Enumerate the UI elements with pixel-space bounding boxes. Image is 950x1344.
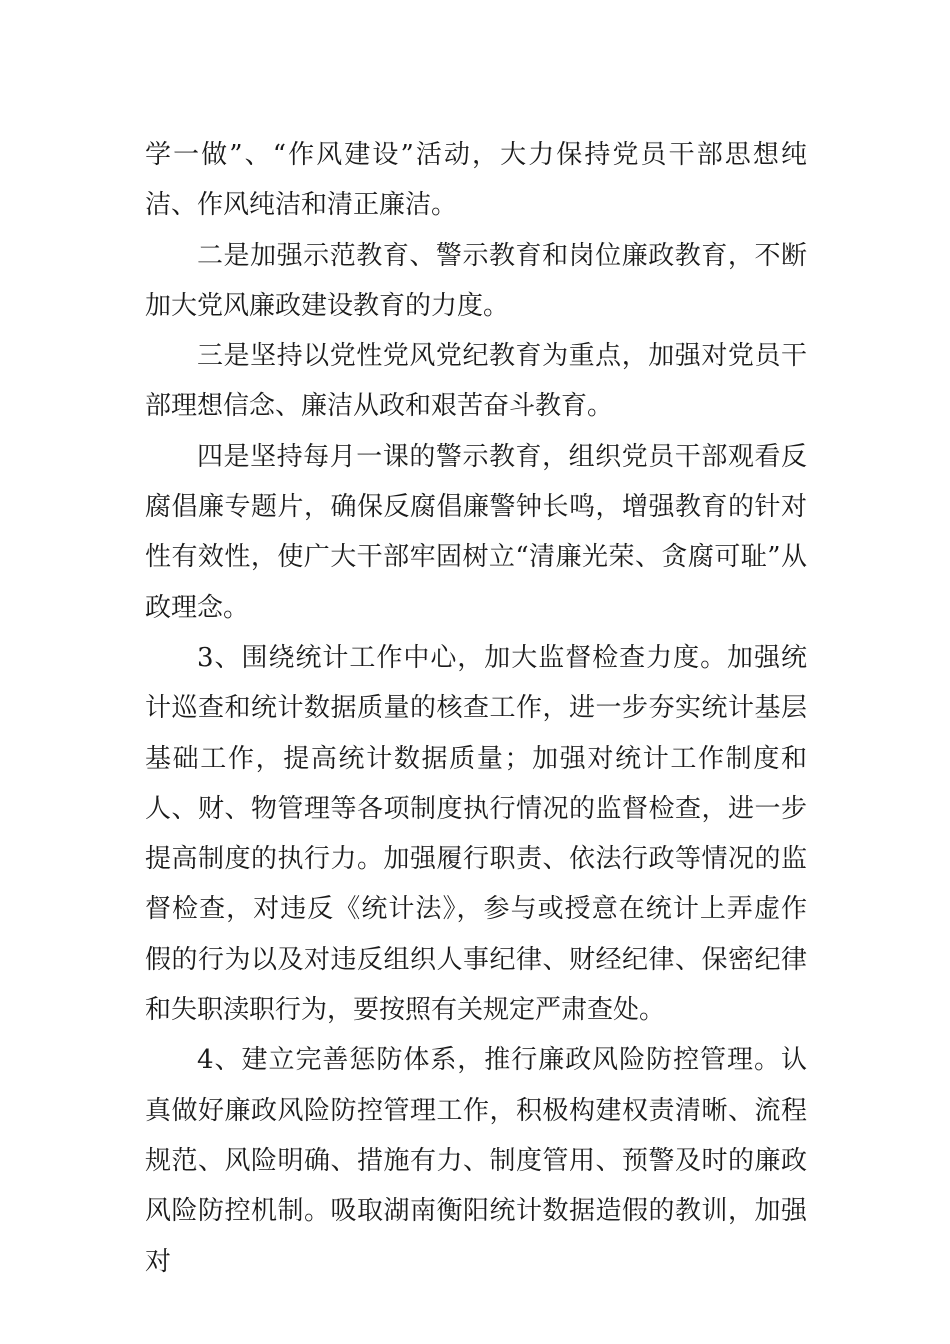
paragraph-continuation: 学一做”、“作风建设”活动，大力保持党员干部思想纯洁、作风纯洁和清正廉洁。 [145,140,807,221]
paragraph-point-two: 二是加强示范教育、警示教育和岗位廉政教育，不断加大党风廉政建设教育的力度。 [145,240,807,321]
paragraph-point-four: 四是坚持每月一课的警示教育，组织党员干部观看反腐倡廉专题片，确保反腐倡廉警钟长鸣，增强教育的针对性有效性，使广大干部牢固树立“清廉光荣、贪腐可耻”从政理念。 [145,441,807,623]
paragraph-point-three: 三是坚持以党性党风党纪教育为重点，加强对党员干部理想信念、廉洁从政和艰苦奋斗教育。 [145,341,807,422]
document-body [145,130,807,1287]
paragraph-section-4: 4、建立完善惩防体系，推行廉政风险防控管理。认真做好廉政风险防控管理工作，积极构建权责清晰、流程规范、风险明确、措施有力、制度管用、预警及时的廉政风险防控机制。吸取湖南衡阳统计数据造假的教训，加强对 [145,1045,807,1277]
paragraph-section-3: 3、围绕统计工作中心，加大监督检查力度。加强统计巡查和统计数据质量的核查工作，进一步夯实统计基层基础工作，提高统计数据质量；加强对统计工作制度和人、财、物管理等各项制度执行情况的监督检查，进一步提高制度的执行力。加强履行职责、依法行政等情况的监督检查，对违反《统计法》，参与或授意在统计上弄虚作假的行为以及对违反组织人事纪律、财经纪律、保密纪律和失职渎职行为，要按照有关规定严肃查处。 [145,642,807,1026]
